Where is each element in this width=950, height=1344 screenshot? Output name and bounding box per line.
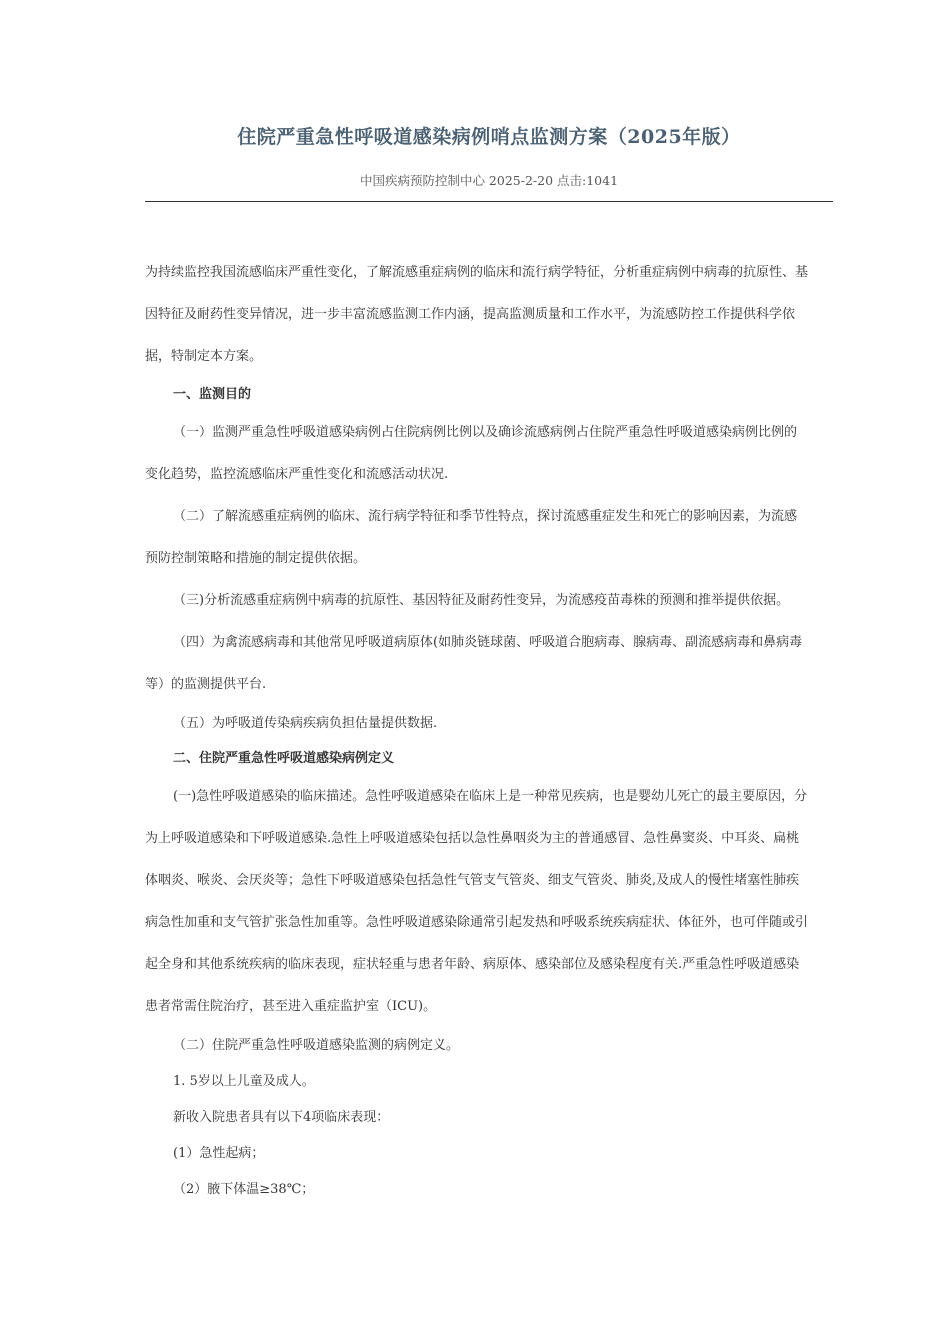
title-divider [145, 201, 833, 202]
section-heading-definition: 二、住院严重急性呼吸道感染病例定义 [173, 751, 395, 766]
objective-paragraph-5: （五）为呼吸道传染病疾病负担估量提供数据. [173, 716, 438, 731]
objective-paragraph-2: （二）了解流感重症病例的临床、流行病学特征和季节性特点，探讨流感重症发生和死亡的影响因素，为流感预防控制策略和措施的制定提供依据。 [145, 509, 798, 566]
definition-paragraph-3: 1. 5岁以上儿童及成人。 [173, 1074, 315, 1089]
article-body [145, 252, 809, 1208]
section-heading-objectives: 一、监测目的 [173, 387, 252, 402]
definition-paragraph-2: （二）住院严重急性呼吸道感染监测的病例定义。 [173, 1038, 460, 1053]
definition-paragraph-1: (一)急性呼吸道感染的临床描述。急性呼吸道感染在临床上是一种常见疾病，也是婴幼儿死亡的最主要原因，分为上呼吸道感染和下呼吸道感染.急性上呼吸道感染包括以急性鼻咽炎为主的普通感冒、急性鼻窦炎、中耳炎、扁桃体咽炎、喉炎、会厌炎等；急性下呼吸道感染包括急性气管支气管炎、细支气管炎、肺炎,及成人的慢性堵塞性肺疾病急性加重和支气管扩张急性加重等。急性呼吸道感染除通常引起发热和呼吸系统疾病症状、体征外，也可伴随或引起全身和其他系统疾病的临床表现，症状轻重与患者年龄、病原体、感染部位及感染程度有关.严重急性呼吸道感染患者常需住院治疗，甚至进入重症监护室（ICU)。 [145, 789, 809, 1014]
article-meta: 中国疾病预防控制中心 2025-2-20 点击:1041 [359, 173, 619, 188]
objective-paragraph-1: （一）监测严重急性呼吸道感染病例占住院病例比例以及确诊流感病例占住院严重急性呼吸道感染病例比例的变化趋势，监控流感临床严重性变化和流感活动状况. [145, 425, 798, 482]
objective-paragraph-3: （三)分析流感重症病例中病毒的抗原性、基因特征及耐药性变异，为流感疫苗毒株的预测和推举提供依据。 [173, 593, 790, 608]
intro-paragraph: 为持续监控我国流感临床严重性变化，了解流感重症病例的临床和流行病学特征，分析重症病例中病毒的抗原性、基因特征及耐药性变异情况，进一步丰富流感监测工作内涵，提高监测质量和工作水平，为流感防控工作提供科学依据，特制定本方案。 [145, 265, 809, 364]
definition-paragraph-6: （2）腋下体温≥38℃； [173, 1182, 315, 1197]
objective-paragraph-4: （四）为禽流感病毒和其他常见呼吸道病原体(如肺炎链球菌、呼吸道合胞病毒、腺病毒、副流感病毒和鼻病毒等）的监测提供平台. [145, 635, 803, 692]
definition-paragraph-5: (1）急性起病； [173, 1146, 265, 1161]
article-title: 住院严重急性呼吸道感染病例哨点监测方案（2025年版） [237, 126, 741, 148]
definition-paragraph-4: 新收入院患者具有以下4项临床表现： [173, 1110, 390, 1125]
